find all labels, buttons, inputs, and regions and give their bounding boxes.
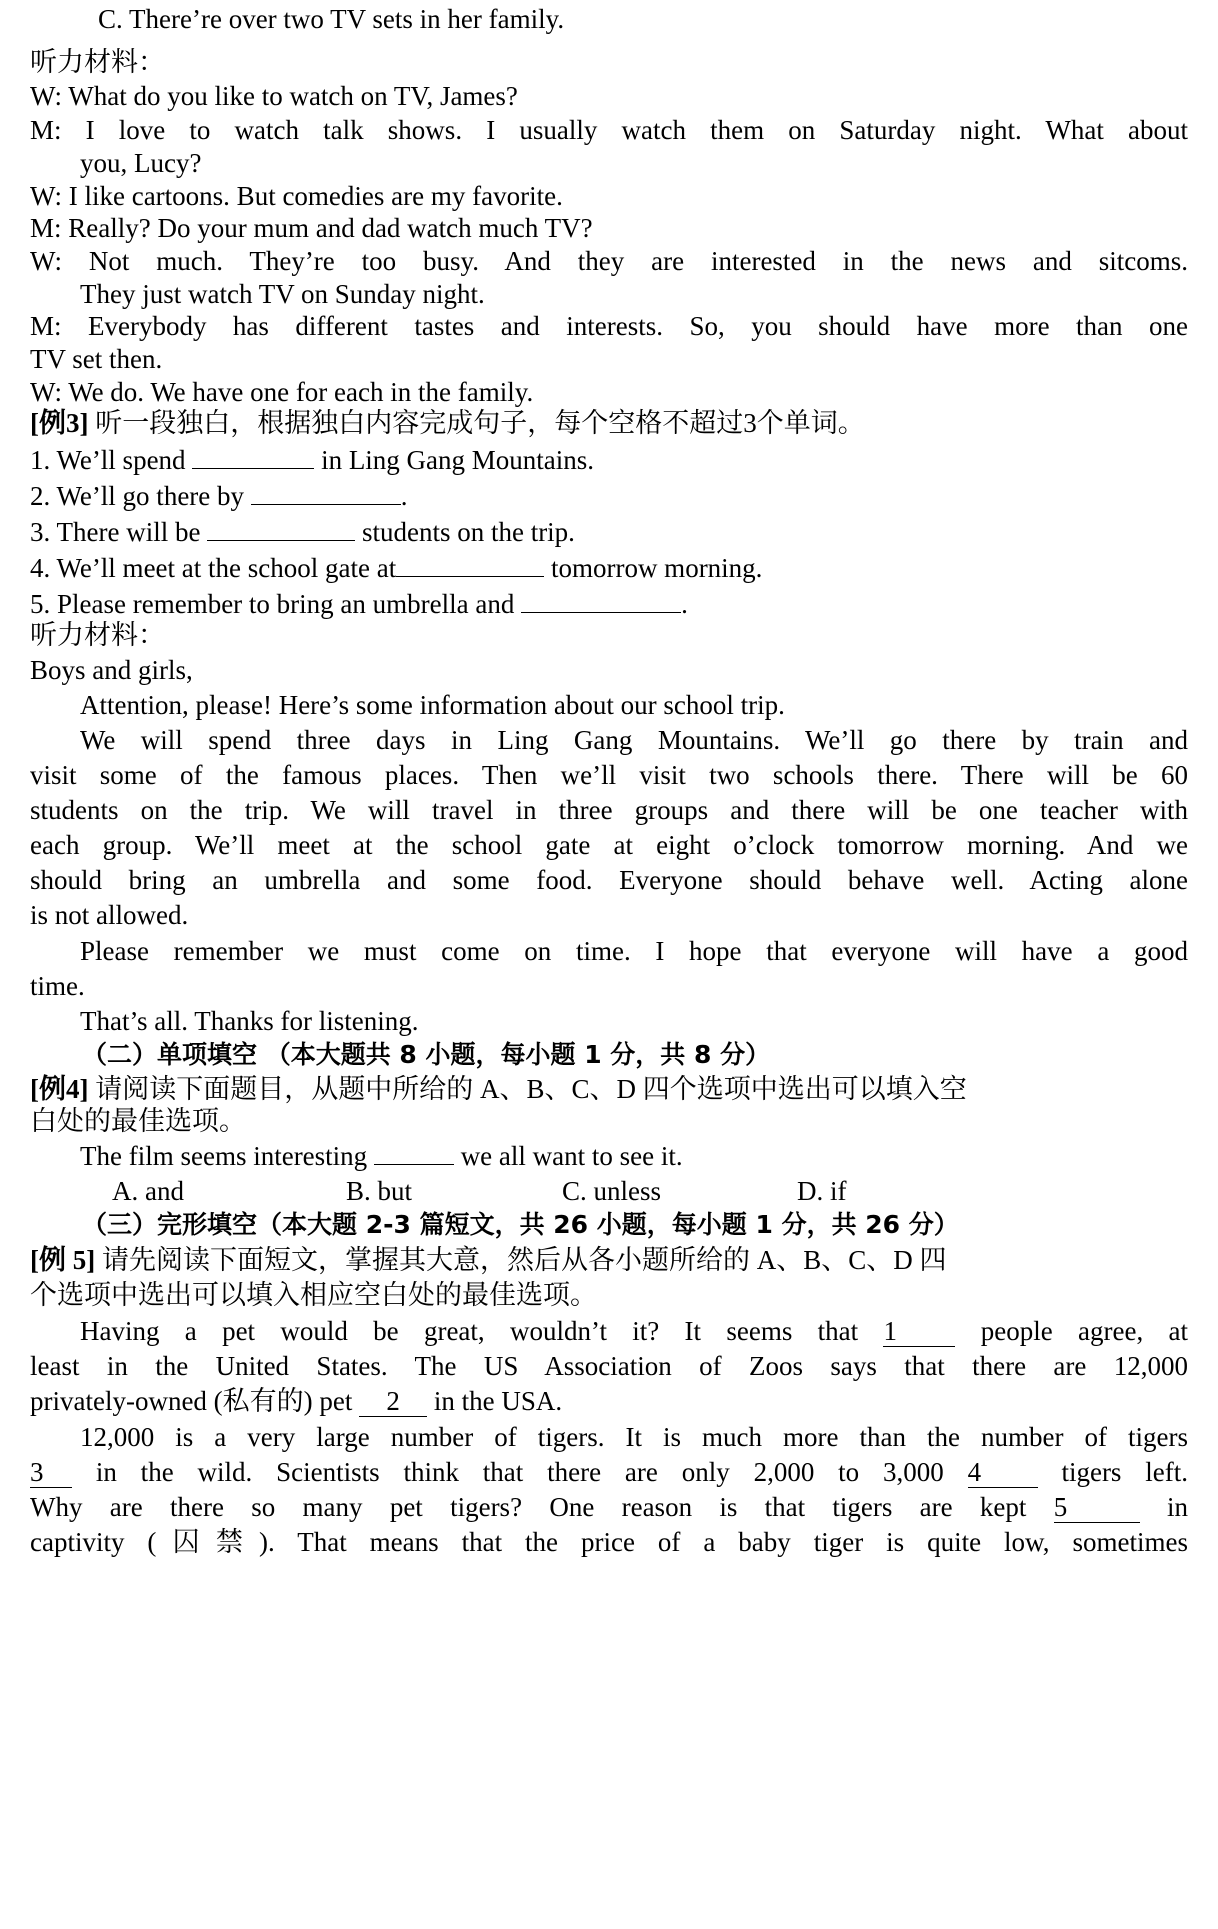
answer-blank[interactable] [251, 478, 401, 505]
dialogue-line: TV set then. [30, 344, 163, 374]
answer-blank[interactable] [396, 550, 544, 577]
answer-blank[interactable] [192, 442, 314, 469]
ex3-instruction: 听一段独白，根据独白内容完成句子，每个空格不超过3个单词。 [95, 408, 865, 438]
ex4-instruction-cont: 白处的最佳选项。 [30, 1106, 246, 1136]
dialogue-line: M: Everybody has different tastes and interests. So, you should have more than one [30, 311, 1188, 341]
monologue-line: time. [30, 971, 85, 1001]
monologue-line: each group. We’ll meet at the school gate at eight o’clock tomorrow morning. And we [30, 830, 1188, 860]
fill-item: 4. We’ll meet at the school gate at tomorrow morning. [30, 550, 1188, 585]
cloze-blank[interactable]: 3 [30, 1457, 72, 1488]
answer-blank[interactable] [374, 1138, 454, 1165]
answer-blank[interactable] [521, 586, 681, 613]
dialogue-line: They just watch TV on Sunday night. [80, 279, 485, 309]
dialogue-line: M: Really? Do your mum and dad watch much TV? [30, 213, 593, 243]
monologue-line: visit some of the famous places. Then we’ll visit two schools there. There will be 60 [30, 760, 1188, 790]
example-tag: [例 5] [30, 1245, 96, 1275]
option-c[interactable]: C. unless [562, 1176, 662, 1206]
cloze-blank[interactable]: 2 [359, 1386, 427, 1417]
ex5-instruction-cont: 个选项中选出可以填入相应空白处的最佳选项。 [30, 1280, 597, 1310]
monologue-greeting: Boys and girls, [30, 655, 193, 685]
dialogue-line: M: I love to watch talk shows. I usually watch them on Saturday night. What about [30, 115, 1188, 145]
ex4-options [112, 1174, 1188, 1208]
passage-line: Having a pet would be great, wouldn’t it? It seems that 1 people agree, at [80, 1316, 1189, 1346]
monologue-line: Please remember we must come on time. I hope that everyone will have a good [80, 936, 1188, 966]
ex2-option-c: C. There’re over two TV sets in her family. [98, 4, 565, 34]
dialogue-line: W: Not much. They’re too busy. And they are interested in the news and sitcoms. [30, 246, 1188, 276]
ex3-material-label: 听力材料： [30, 620, 165, 650]
dialogue-line: you, Lucy? [80, 148, 202, 178]
passage-line: captivity (囚禁). That means that the price of a baby tiger is quite low, sometimes [30, 1527, 1188, 1557]
section-heading: （三）完形填空（本大题 2-3 篇短文，共 26 小题，每小题 1 分，共 26 分） [82, 1210, 959, 1239]
dialogue-line: W: What do you like to watch on TV, James? [30, 81, 518, 111]
ex2-material-label: 听力材料： [30, 47, 165, 77]
cloze-blank[interactable]: 4 [968, 1457, 1038, 1488]
passage-line: 3 in the wild. Scientists think that there are only 2,000 to 3,000 4 tigers left. [30, 1457, 1189, 1487]
section-heading: （二）单项填空 （本大题共 8 小题，每小题 1 分，共 8 分） [82, 1040, 771, 1069]
passage-line: 12,000 is a very large number of tigers. It is much more than the number of tigers [80, 1422, 1188, 1452]
example-tag: [例3] [30, 408, 89, 438]
dialogue-line: W: I like cartoons. But comedies are my favorite. [30, 181, 563, 211]
option-a[interactable]: A. and [112, 1176, 184, 1206]
fill-item: 5. Please remember to bring an umbrella and . [30, 586, 1188, 621]
ex4-sentence: The film seems interesting we all want to see it. [80, 1138, 1188, 1173]
option-b[interactable]: B. but [346, 1176, 413, 1206]
monologue-line: is not allowed. [30, 900, 189, 930]
fill-item: 3. There will be students on the trip. [30, 514, 1188, 549]
monologue-line: students on the trip. We will travel in three groups and there will be one teacher with [30, 795, 1188, 825]
passage-line: least in the United States. The US Association of Zoos says that there are 12,000 [30, 1351, 1188, 1381]
ex5-instruction: 请先阅读下面短文，掌握其大意，然后从各小题所给的 A、B、C、D 四 [101, 1245, 947, 1275]
monologue-line: should bring an umbrella and some food. Everyone should behave well. Acting alone [30, 865, 1188, 895]
monologue-line: We will spend three days in Ling Gang Mountains. We’ll go there by train and [80, 725, 1188, 755]
monologue-para: That’s all. Thanks for listening. [80, 1006, 419, 1036]
ex4-heading [30, 1072, 1188, 1106]
dialogue-line: W: We do. We have one for each in the family. [30, 377, 534, 407]
ex5-heading [30, 1243, 1188, 1277]
fill-item: 1. We’ll spend in Ling Gang Mountains. [30, 442, 1188, 477]
answer-blank[interactable] [207, 514, 355, 541]
cloze-blank[interactable]: 1 [883, 1316, 955, 1347]
fill-item: 2. We’ll go there by . [30, 478, 1188, 513]
monologue-para: Attention, please! Here’s some information about our school trip. [80, 690, 785, 720]
ex4-instruction: 请阅读下面题目，从题中所给的 A、B、C、D 四个选项中选出可以填入空 [95, 1074, 967, 1104]
passage-line: Why are there so many pet tigers? One reason is that tigers are kept 5 in [30, 1492, 1189, 1522]
ex3-heading [30, 406, 1188, 440]
cloze-blank[interactable]: 5 [1054, 1492, 1140, 1523]
passage-line: privately-owned (私有的) pet 2 in the USA. [30, 1386, 563, 1416]
example-tag: [例4] [30, 1074, 89, 1104]
option-d[interactable]: D. if [797, 1176, 847, 1206]
